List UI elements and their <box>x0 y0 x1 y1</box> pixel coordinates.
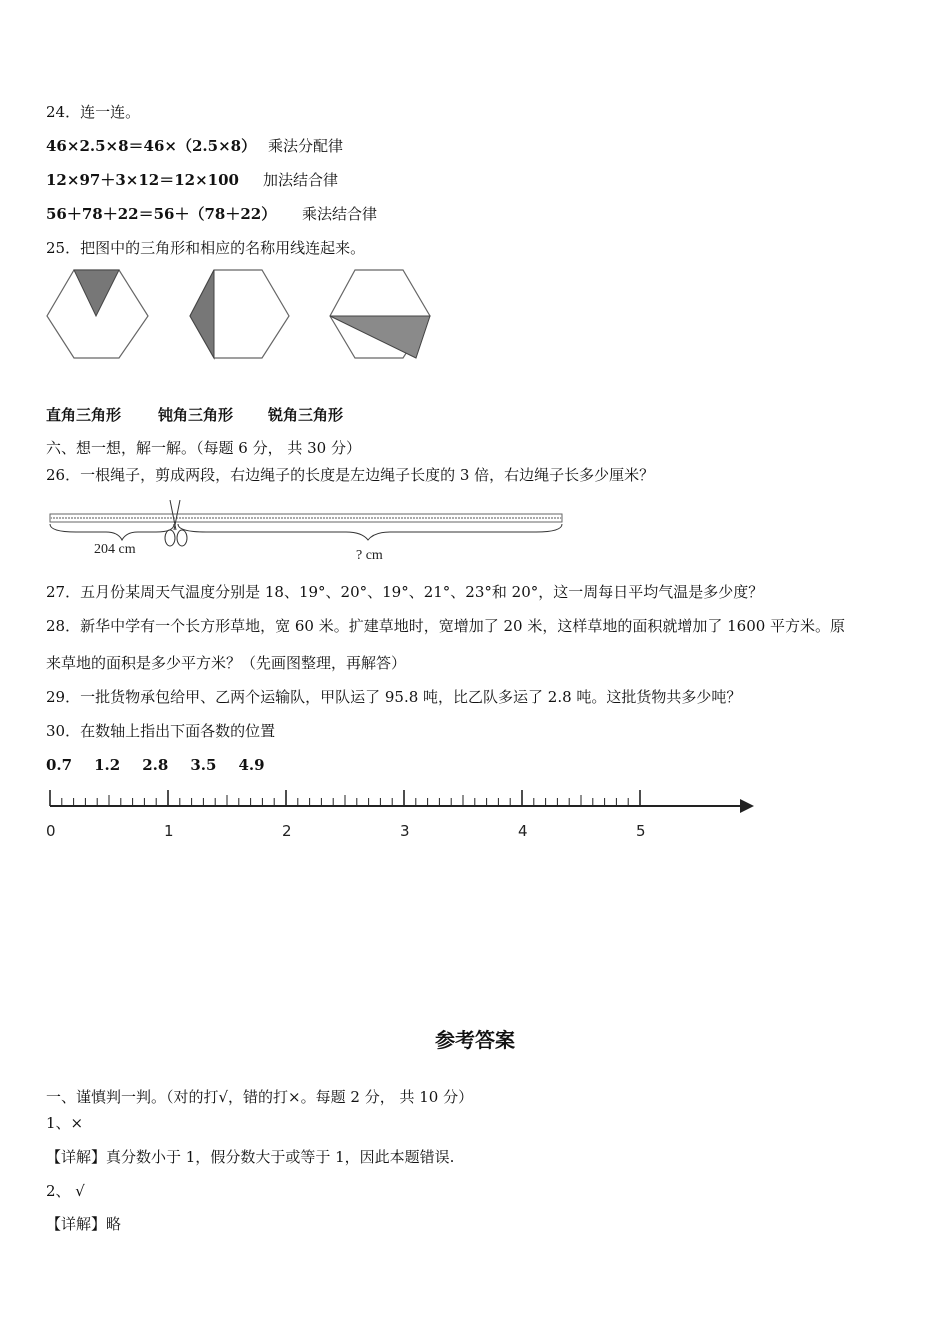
number-line <box>40 790 760 846</box>
obtuse-triangle-shape <box>330 316 430 358</box>
left-brace <box>50 524 174 540</box>
answer-1: 1、× <box>46 1114 84 1132</box>
q29-text: 29．一批货物承包给甲、乙两个运输队，甲队运了 95.8 吨，比乙队多运了 2.8 吨。这批货物共多少吨？ <box>46 688 742 706</box>
hexagon-figures <box>44 268 464 368</box>
q30-number: 4.9 <box>238 756 265 774</box>
q30-number: 1.2 <box>94 756 121 774</box>
q24-expr: 12×97＋3×12＝12×100 <box>46 171 239 189</box>
answers-title: 参考答案 <box>435 1028 515 1052</box>
q25-names <box>46 405 343 425</box>
q30-text: 30．在数轴上指出下面各数的位置 <box>46 722 276 740</box>
q24-row-3 <box>46 204 377 224</box>
axis-tick-label: 1 <box>164 822 174 840</box>
q28-line2: 来草地的面积是多少平方米？（先画图整理，再解答） <box>46 654 407 672</box>
section-6-title: 六、想一想，解一解。（每题 6 分， 共 30 分） <box>46 439 361 457</box>
triangle-name: 直角三角形 <box>46 406 122 424</box>
q24-law: 乘法分配律 <box>268 137 344 155</box>
axis-ticks <box>50 790 640 806</box>
q25-title: 25．把图中的三角形和相应的名称用线连起来。 <box>46 239 366 257</box>
q24-title: 24．连一连。 <box>46 103 141 121</box>
q28-line1: 28．新华中学有一个长方形草地，宽 60 米。扩建草地时，宽增加了 20 米，这样草地的面积就增加了 1600 平方米。原 <box>46 617 846 635</box>
rope-diagram <box>46 500 566 562</box>
q30-number: 2.8 <box>142 756 169 774</box>
axis-tick-label: 3 <box>400 822 410 840</box>
axis-tick-label: 0 <box>46 822 56 840</box>
axis-tick-label: 2 <box>282 822 292 840</box>
axis-tick-label: 5 <box>636 822 646 840</box>
triangle-name: 锐角三角形 <box>268 406 344 424</box>
acute-triangle-shape <box>74 270 119 316</box>
right-triangle-shape <box>190 270 214 358</box>
q24-expr: 46×2.5×8＝46×（2.5×8） <box>46 137 257 155</box>
answer-2-detail: 【详解】略 <box>46 1215 122 1233</box>
answers-section-1: 一、谨慎判一判。（对的打√，错的打×。每题 2 分， 共 10 分） <box>46 1088 474 1106</box>
axis-labels <box>46 822 646 840</box>
axis-arrow-icon <box>740 799 754 813</box>
q30-number: 0.7 <box>46 756 73 774</box>
scissors-icon <box>165 500 187 546</box>
answer-1-detail: 【详解】真分数小于 1，假分数大于或等于 1，因此本题错误. <box>46 1148 455 1166</box>
q24-law: 加法结合律 <box>263 171 339 189</box>
answer-2: 2、 √ <box>46 1182 85 1200</box>
q26-text: 26．一根绳子，剪成两段，右边绳子的长度是左边绳子长度的 3 倍，右边绳子长多少厘米？ <box>46 466 655 484</box>
right-length-label: ? cm <box>356 548 383 562</box>
axis-tick-label: 4 <box>518 822 528 840</box>
q24-row-2 <box>46 170 338 190</box>
triangle-name: 钝角三角形 <box>158 406 234 424</box>
q30-numbers <box>46 755 287 775</box>
left-length-label: 204 cm <box>94 542 136 557</box>
q27-text: 27．五月份某周天气温度分别是 18、19°、20°、19°、21°、23°和 20°，这一周每日平均气温是多少度？ <box>46 583 764 601</box>
right-brace <box>178 524 562 540</box>
q24-law: 乘法结合律 <box>302 205 378 223</box>
q30-number: 3.5 <box>190 756 217 774</box>
q24-expr: 56＋78＋22＝56＋（78＋22） <box>46 205 277 223</box>
q24-row-1 <box>46 136 343 156</box>
